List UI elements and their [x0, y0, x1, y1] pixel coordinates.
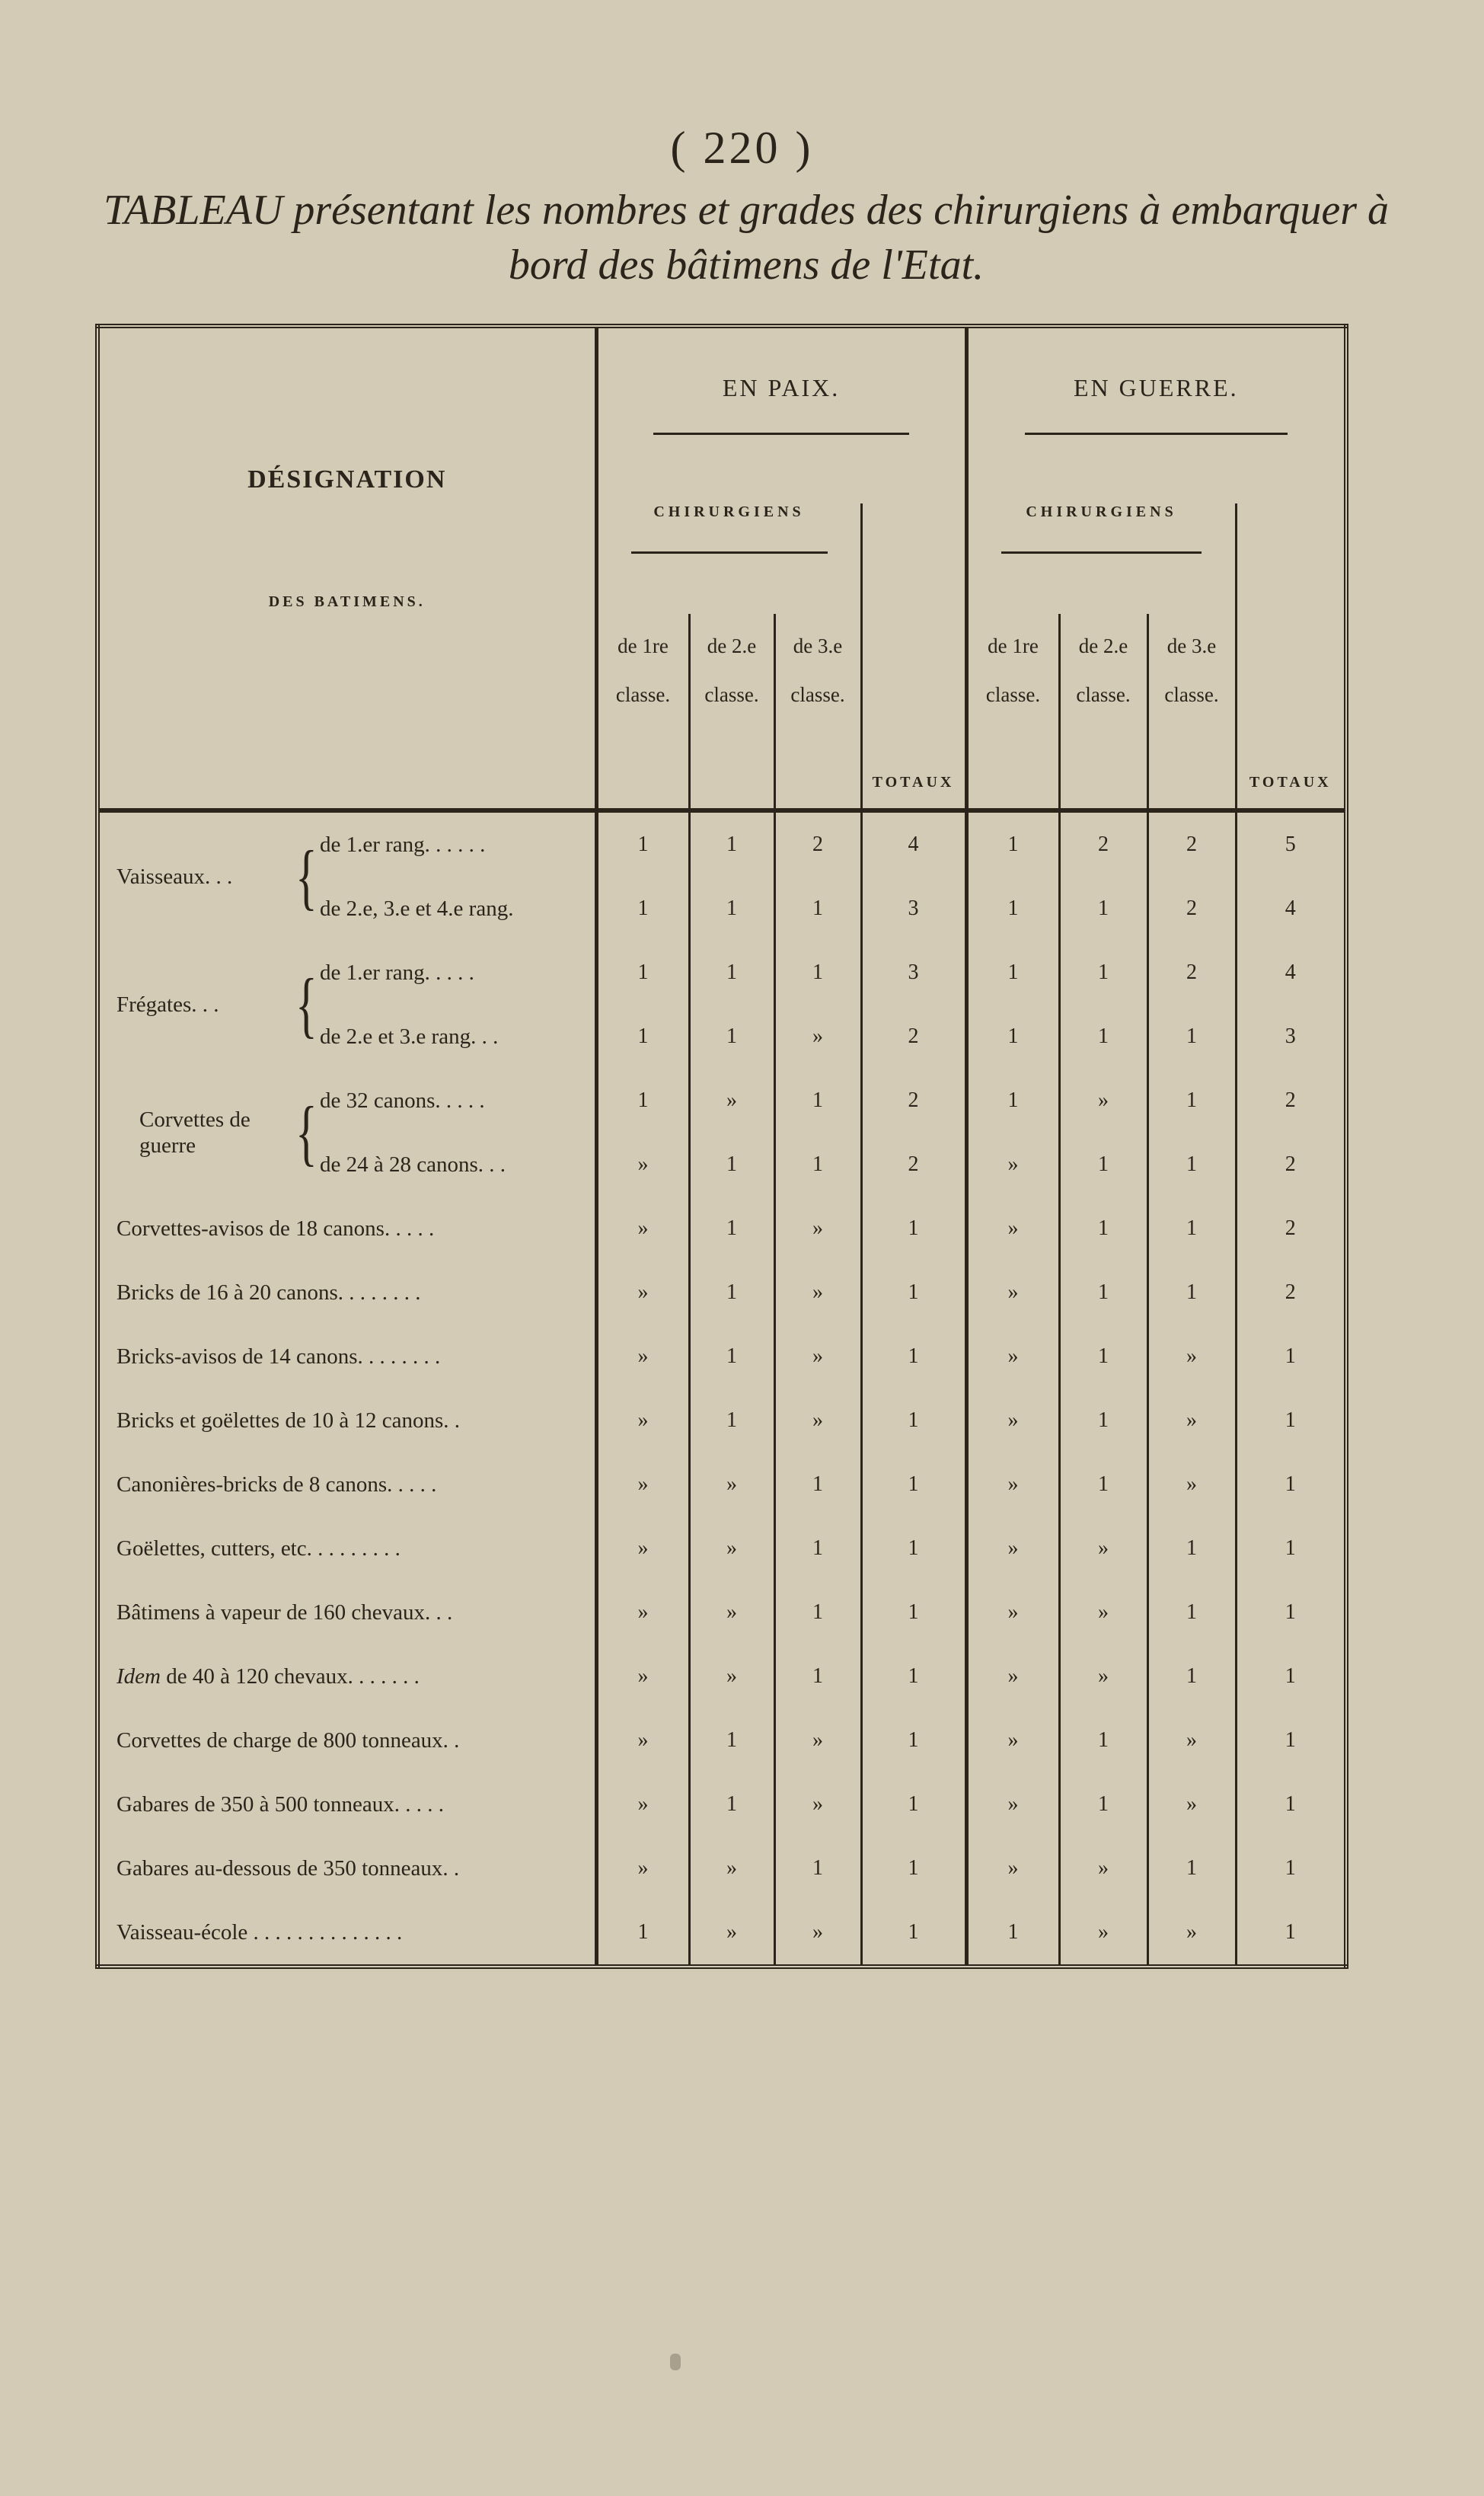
guerre-cell-3e: 1 [1147, 1005, 1236, 1069]
guerre-cell-2e: 1 [1059, 941, 1147, 1005]
guerre-cell-2e: » [1059, 1069, 1147, 1133]
guerre-cell-3e: 2 [1147, 810, 1236, 877]
paix-cell-3e: » [774, 1389, 861, 1453]
guerre-total-cell: 1 [1236, 1580, 1346, 1644]
row-group-label: Vaisseaux. . . [116, 864, 233, 889]
row-designation-text: Bricks et goëlettes de 10 à 12 canons. . [116, 1408, 460, 1433]
guerre-cell-3e: » [1147, 1325, 1236, 1389]
paix-total-cell: 1 [861, 1644, 966, 1708]
paix-cell-2e: 1 [689, 810, 774, 877]
row-designation [97, 1261, 596, 1325]
guerre-cell-1re: » [966, 1453, 1059, 1516]
row-designation-text: Corvettes de charge de 800 tonneaux. . [116, 1727, 460, 1753]
paix-cell-1re: » [596, 1453, 689, 1516]
table-header [97, 326, 1346, 810]
table-row [97, 1197, 1346, 1261]
paix-cell-2e: 1 [689, 1005, 774, 1069]
row-designation [97, 1900, 596, 1967]
page-title: TABLEAU présentant les nombres et grades des chirurgiens à embarquer à bord des bâtimens de l'Etat. [103, 187, 1390, 289]
row-group-label: Corvettes de guerre [139, 1107, 251, 1158]
paix-total-cell: 3 [861, 877, 966, 941]
guerre-cell-1re: » [966, 1580, 1059, 1644]
row-designation-text: de 40 à 120 chevaux. . . . . . . [160, 1663, 420, 1689]
table-row [97, 1261, 1346, 1325]
paix-cell-3e: 1 [774, 1580, 861, 1644]
paix-cell-2e: 1 [689, 1261, 774, 1325]
row-group-label: Frégates. . . [116, 992, 219, 1017]
guerre-cell-1re: » [966, 1133, 1059, 1197]
guerre-total-cell: 4 [1236, 877, 1346, 941]
guerre-cell-2e: 1 [1059, 1325, 1147, 1389]
table-row [97, 1836, 1346, 1900]
row-designation-text: Bâtimens à vapeur de 160 chevaux. . . [116, 1600, 453, 1625]
guerre-cell-2e: 1 [1059, 1133, 1147, 1197]
table-row [97, 1069, 1346, 1133]
guerre-cell-3e: 1 [1147, 1580, 1236, 1644]
paix-cell-2e: 1 [689, 877, 774, 941]
paix-total-cell: 1 [861, 1389, 966, 1453]
paix-cell-3e: » [774, 1197, 861, 1261]
paix-total-cell: 4 [861, 810, 966, 877]
paix-total-cell: 2 [861, 1005, 966, 1069]
guerre-cell-3e: » [1147, 1389, 1236, 1453]
guerre-total-cell: 2 [1236, 1261, 1346, 1325]
paix-cell-1re: » [596, 1389, 689, 1453]
paix-cell-2e: 1 [689, 941, 774, 1005]
paix-class-3: de 3.e classe. [774, 614, 861, 791]
paix-cell-2e: » [689, 1453, 774, 1516]
paix-total-cell: 1 [861, 1580, 966, 1644]
guerre-cell-3e: » [1147, 1453, 1236, 1516]
en-guerre-header: EN GUERRE. [966, 326, 1346, 503]
paix-cell-1re: 1 [596, 1900, 689, 1967]
paix-cell-1re: 1 [596, 877, 689, 941]
guerre-cell-3e: 1 [1147, 1644, 1236, 1708]
paix-cell-3e: 1 [774, 941, 861, 1005]
paix-cell-2e: » [689, 1900, 774, 1967]
row-designation-text: Canonières-bricks de 8 canons. . . . . [116, 1472, 437, 1497]
paix-total-cell: 1 [861, 1261, 966, 1325]
brace-icon: { [295, 1092, 318, 1173]
paix-cell-3e: » [774, 1708, 861, 1772]
guerre-total-cell: 1 [1236, 1389, 1346, 1453]
paix-cell-2e: 1 [689, 1197, 774, 1261]
row-sub-designation: de 2.e et 3.e rang. . . [320, 1024, 499, 1049]
row-designation-text: Bricks-avisos de 14 canons. . . . . . . . [116, 1344, 441, 1369]
stain-mark [670, 2354, 681, 2370]
paix-cell-3e: 1 [774, 1133, 861, 1197]
table-row [97, 941, 1346, 1005]
row-designation-text: Bricks de 16 à 20 canons. . . . . . . . [116, 1280, 421, 1305]
guerre-cell-3e: 1 [1147, 1197, 1236, 1261]
guerre-cell-3e: 1 [1147, 1836, 1236, 1900]
paix-cell-3e: 1 [774, 1644, 861, 1708]
guerre-total-cell: 1 [1236, 1644, 1346, 1708]
page-number: ( 220 ) [670, 123, 814, 173]
guerre-cell-2e: » [1059, 1580, 1147, 1644]
paix-total-cell: 1 [861, 1900, 966, 1967]
paix-cell-2e: 1 [689, 1389, 774, 1453]
guerre-cell-1re: » [966, 1261, 1059, 1325]
guerre-cell-3e: » [1147, 1900, 1236, 1967]
guerre-cell-1re: » [966, 1197, 1059, 1261]
guerre-cell-1re: 1 [966, 941, 1059, 1005]
guerre-cell-3e: 1 [1147, 1261, 1236, 1325]
guerre-class-1: de 1re classe. [966, 614, 1059, 791]
table-row [97, 1644, 1346, 1708]
row-designation [97, 1708, 596, 1772]
guerre-class-2: de 2.e classe. [1059, 614, 1147, 791]
row-sub-designation: de 2.e, 3.e et 4.e rang. [320, 896, 514, 921]
paix-cell-3e: » [774, 1325, 861, 1389]
guerre-cell-3e: » [1147, 1708, 1236, 1772]
paix-totaux-header: TOTAUX [861, 503, 966, 791]
row-designation [97, 1644, 596, 1708]
table-row [97, 1580, 1346, 1644]
row-designation-text: Corvettes-avisos de 18 canons. . . . . [116, 1216, 435, 1241]
table-row [97, 1516, 1346, 1580]
paix-cell-3e: » [774, 1005, 861, 1069]
paix-cell-3e: » [774, 1261, 861, 1325]
paix-chirurgiens-header: CHIRURGIENS [596, 503, 861, 614]
paix-total-cell: 1 [861, 1453, 966, 1516]
guerre-total-cell: 1 [1236, 1325, 1346, 1389]
row-designation [97, 1580, 596, 1644]
paix-total-cell: 1 [861, 1708, 966, 1772]
paix-class-1: de 1re classe. [596, 614, 689, 791]
paix-cell-2e: » [689, 1069, 774, 1133]
row-designation-italic: Idem [116, 1663, 161, 1689]
paix-cell-2e: 1 [689, 1133, 774, 1197]
guerre-total-cell: 1 [1236, 1516, 1346, 1580]
table-row [97, 1772, 1346, 1836]
paix-cell-1re: 1 [596, 1069, 689, 1133]
row-designation [97, 1516, 596, 1580]
table-row [97, 1325, 1346, 1389]
paix-cell-3e: 2 [774, 810, 861, 877]
paix-cell-3e: » [774, 1900, 861, 1967]
guerre-total-cell: 1 [1236, 1836, 1346, 1900]
paix-cell-1re: » [596, 1325, 689, 1389]
paix-cell-2e: » [689, 1644, 774, 1708]
paix-total-cell: 1 [861, 1836, 966, 1900]
guerre-cell-1re: 1 [966, 1900, 1059, 1967]
paix-cell-2e: » [689, 1516, 774, 1580]
paix-cell-3e: 1 [774, 1069, 861, 1133]
guerre-cell-2e: » [1059, 1516, 1147, 1580]
guerre-cell-1re: » [966, 1516, 1059, 1580]
paix-cell-1re: » [596, 1261, 689, 1325]
paix-cell-1re: » [596, 1836, 689, 1900]
row-designation [97, 1389, 596, 1453]
guerre-class-3: de 3.e classe. [1147, 614, 1236, 791]
guerre-cell-3e: 2 [1147, 941, 1236, 1005]
paix-cell-2e: 1 [689, 1325, 774, 1389]
guerre-cell-1re: » [966, 1836, 1059, 1900]
guerre-total-cell: 1 [1236, 1900, 1346, 1967]
guerre-total-cell: 2 [1236, 1069, 1346, 1133]
brace-icon: { [295, 964, 318, 1045]
guerre-total-cell: 4 [1236, 941, 1346, 1005]
paix-total-cell: 1 [861, 1772, 966, 1836]
guerre-cell-2e: » [1059, 1900, 1147, 1967]
paix-cell-2e: 1 [689, 1772, 774, 1836]
guerre-cell-3e: 1 [1147, 1069, 1236, 1133]
guerre-cell-2e: » [1059, 1836, 1147, 1900]
table-row [97, 1389, 1346, 1453]
row-sub-designation: de 1.er rang. . . . . . [320, 832, 486, 857]
guerre-cell-2e: 2 [1059, 810, 1147, 877]
table-row [97, 1453, 1346, 1516]
paix-cell-3e: » [774, 1772, 861, 1836]
paix-total-cell: 2 [861, 1133, 966, 1197]
paix-cell-1re: » [596, 1516, 689, 1580]
paix-cell-2e: » [689, 1836, 774, 1900]
guerre-total-cell: 5 [1236, 810, 1346, 877]
paix-cell-2e: » [689, 1580, 774, 1644]
guerre-cell-2e: 1 [1059, 1197, 1147, 1261]
guerre-cell-2e: 1 [1059, 1453, 1147, 1516]
guerre-cell-2e: 1 [1059, 1389, 1147, 1453]
paix-cell-1re: 1 [596, 1005, 689, 1069]
paix-cell-1re: » [596, 1772, 689, 1836]
paix-cell-1re: » [596, 1580, 689, 1644]
paix-total-cell: 2 [861, 1069, 966, 1133]
guerre-cell-1re: » [966, 1772, 1059, 1836]
guerre-cell-3e: 1 [1147, 1516, 1236, 1580]
paix-total-cell: 1 [861, 1325, 966, 1389]
paix-cell-1re: » [596, 1644, 689, 1708]
table-body [97, 810, 1346, 1967]
table-row [97, 1900, 1346, 1967]
guerre-cell-1re: 1 [966, 1069, 1059, 1133]
guerre-chirurgiens-header: CHIRURGIENS [966, 503, 1236, 614]
row-designation-text: Goëlettes, cutters, etc. . . . . . . . . [116, 1536, 401, 1561]
paix-cell-1re: 1 [596, 941, 689, 1005]
guerre-cell-2e: 1 [1059, 877, 1147, 941]
paix-cell-2e: 1 [689, 1708, 774, 1772]
brace-icon: { [295, 836, 318, 917]
paix-cell-3e: 1 [774, 1516, 861, 1580]
row-designation [97, 1197, 596, 1261]
paix-class-2: de 2.e classe. [689, 614, 774, 791]
table-row [97, 1708, 1346, 1772]
guerre-cell-1re: 1 [966, 1005, 1059, 1069]
paix-cell-3e: 1 [774, 1836, 861, 1900]
guerre-total-cell: 1 [1236, 1453, 1346, 1516]
guerre-total-cell: 2 [1236, 1133, 1346, 1197]
row-designation-text: Gabares au-dessous de 350 tonneaux. . [116, 1855, 460, 1881]
paix-cell-1re: » [596, 1708, 689, 1772]
row-designation [97, 1836, 596, 1900]
guerre-cell-1re: » [966, 1708, 1059, 1772]
guerre-total-cell: 1 [1236, 1708, 1346, 1772]
guerre-cell-2e: 1 [1059, 1708, 1147, 1772]
guerre-total-cell: 1 [1236, 1772, 1346, 1836]
guerre-total-cell: 2 [1236, 1197, 1346, 1261]
guerre-cell-3e: » [1147, 1772, 1236, 1836]
row-designation [97, 1772, 596, 1836]
row-designation [97, 1325, 596, 1389]
paix-cell-3e: 1 [774, 1453, 861, 1516]
guerre-cell-2e: 1 [1059, 1005, 1147, 1069]
en-paix-header: EN PAIX. [596, 326, 966, 503]
guerre-cell-1re: 1 [966, 877, 1059, 941]
row-sub-designation: de 32 canons. . . . . [320, 1088, 485, 1113]
paix-cell-1re: 1 [596, 810, 689, 877]
guerre-cell-1re: » [966, 1389, 1059, 1453]
guerre-total-cell: 3 [1236, 1005, 1346, 1069]
guerre-cell-1re: » [966, 1644, 1059, 1708]
guerre-cell-2e: » [1059, 1644, 1147, 1708]
guerre-cell-1re: 1 [966, 810, 1059, 877]
row-designation-text: Vaisseau-école . . . . . . . . . . . . . . [116, 1919, 403, 1945]
paix-total-cell: 3 [861, 941, 966, 1005]
guerre-cell-2e: 1 [1059, 1772, 1147, 1836]
guerre-cell-2e: 1 [1059, 1261, 1147, 1325]
guerre-cell-3e: 1 [1147, 1133, 1236, 1197]
designation-header: DÉSIGNATION DES BATIMENS. [247, 465, 447, 610]
surgeons-table [95, 324, 1348, 1969]
guerre-totaux-header: TOTAUX [1236, 503, 1346, 791]
paix-total-cell: 1 [861, 1197, 966, 1261]
paix-cell-1re: » [596, 1133, 689, 1197]
row-sub-designation: de 24 à 28 canons. . . [320, 1152, 506, 1177]
paix-total-cell: 1 [861, 1516, 966, 1580]
row-sub-designation: de 1.er rang. . . . . [320, 960, 474, 985]
paix-cell-1re: » [596, 1197, 689, 1261]
row-designation [97, 1453, 596, 1516]
table-row [97, 810, 1346, 877]
row-designation-text: Gabares de 350 à 500 tonneaux. . . . . [116, 1791, 445, 1817]
paix-cell-3e: 1 [774, 877, 861, 941]
guerre-cell-3e: 2 [1147, 877, 1236, 941]
guerre-cell-1re: » [966, 1325, 1059, 1389]
